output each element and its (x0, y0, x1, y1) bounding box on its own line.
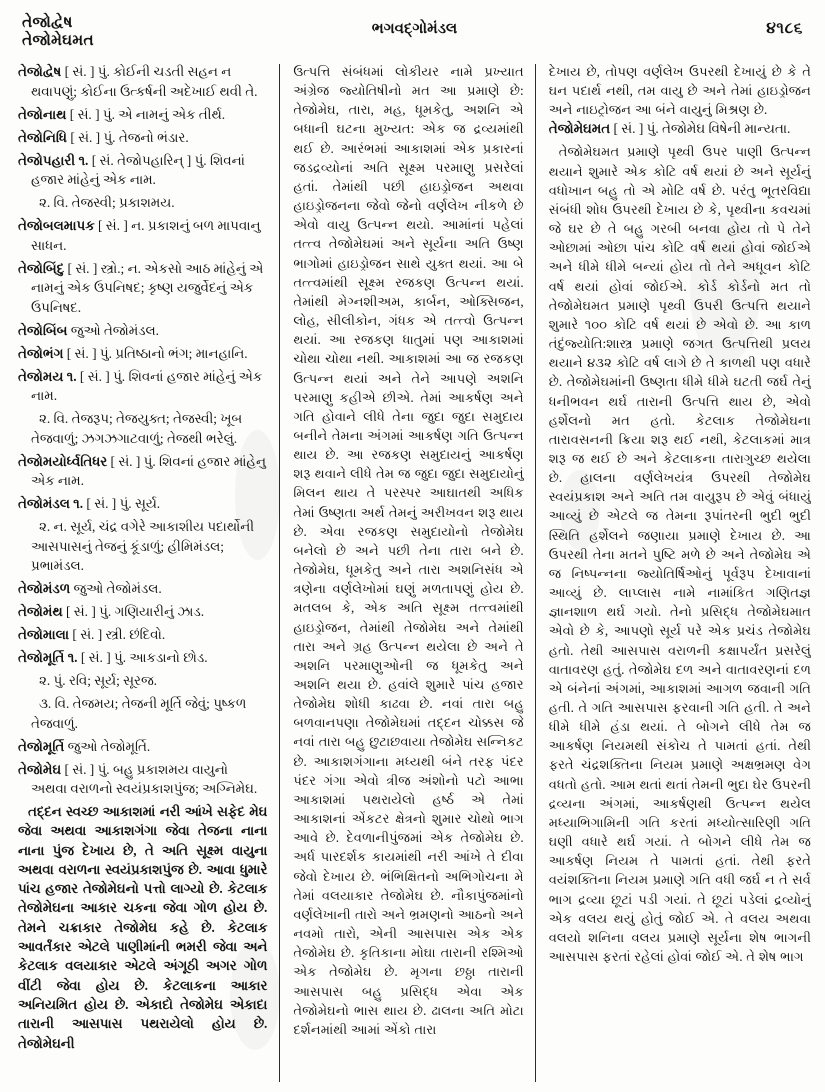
entry-body: [ સં. ] પું. બહુ પ્રકાશમય વાયુનો અથવા વરાળનો સ્વયંપ્રકાશપુંજ; અગ્નિમેઘ. (31, 761, 258, 796)
entry-headword: તેજોમૂર્તિ (18, 738, 65, 754)
dictionary-entry (18, 151, 267, 190)
dictionary-entry (18, 625, 267, 645)
dictionary-entry (18, 128, 267, 148)
book-title: ભગવદ્‌ગોમંડલ (371, 21, 458, 37)
body-paragraph: ઉત્પત્તિ સંબંધમાં લોકીયર નામે પ્રખ્યાત અંગ્રેજ જ્યોતિષીનો મત આ પ્રમાણે છે: તેજોમેઘ, તારા, મહ, ધૂમકેતુ, અશનિ એ બધાની ઘટના મુખ્યત: એક જ દ્રવ્યમાંથી થઈ છે. આરંભમાં આકાશમાં એક પ્રકારનાં જડદ્રવ્યોનાં અતિ સૂક્ષ્મ પરમાણુ પ્રસરેલાં હતાં. તેમાંથી પછી હાઇડ્રોજન અથવા હાઇડ્રોજનના જેવો જેનો વર્ણલેખ નીકળે છે એવો વાયુ ઉત્પન્ન થયો. આમાંનાં પહેલાં તત્ત્વ તેજોમેઘમાં અને સૂર્યના અતિ ઉષ્ણ ભાગોમાં હાઇડ્રોજન સાથે યુક્ત થયાં. આ બે તત્ત્વમાંથી સૂક્ષ્મ રજકણ ઉત્પન્ન થયાં. તેમાંથી મેગ્નશીઅમ, કાર્બન, ઓક્સિજન, લોહ, સીલીકોન, ગંધક એ તત્ત્વો ઉત્પન્ન થયાં. આ રજકણ ધાતુમાં પણ આકાશમાં ચોથા ચોથા નથી. આકાશમાં આ જ રજકણ ઉત્પન્ન થયાં અને તેને આપણે અશનિ પરમાણુ કહીએ છીએ. તેમાં આકર્ષણ અને ગતિ હોવાને લીધે તેના જુદા જુદા સમુદાય બનીને તેમના અંગમાં આકર્ષણ ગતિ ઉત્પન્ન થાય છે. આ રજકણ સમુદાયનું આકર્ષણ શરૂ થવાને લીધે તેમ જ જુદા જુદા સમુદાયોનું મિલન થાય તે પરસ્પર આઘાતથી અધિક તેમાં ઉષ્ણતા અર્થ તેમનું અરીખવન શરૂ થાય છે. એવા રજકણ સમુદાયોનો તેજોમેઘ બનેલો છે અને પછી તેના તારા બને છે. તેજોમેઘ, ધૂમકેતુ અને તારા અશનિસંધ એ ત્રણેના વર્ણલેખોમાં ઘણું મળતાપણું હોય છે. મતલબ કે, એક અતિ સૂક્ષ્મ તત્ત્વમાંથી હાઇડ્રોજન, તેમાંથી તેજોમેઘ અને તેમાંથી તારા અને ગ્રહ ઉત્પન્ન થયેલા છે અને તે અશનિ પરમાણુઓની જ ધૂમકેતુ અને અશનિ થયા છે. હવાંલે શુમારે પાંચ હજાર તેજોમેઘ શોધી કાઢવા છે. નવાં તારા બહુ બળવાનપણા તેજોમેઘમાં તદ્દન ચોક્કસ જે નવાં તારા બહુ છુટાછવાયા તેજોમેઘ સન્નિકટ છે. આકાશગંગાના મધ્યથી બંને તરફ પંદર પંદર ગંગા એવો ત્રીજ અંશોનો પટો આભા આકાશમાં પથરાયેલો હર્ષ્ઠ એ તેમાં આકાશનાં એંકટર ક્ષેત્રનો શુમાર ચોથો ભાગ આવે છે. દેવળાનીપુંજમાં એક તેજોમેઘ છે. અર્ધ પારદર્શક કાયમાંથી નરી આંખે તે દીવા જેવો દેખાય છે. ભંભિક્ષિતનો અભિગોચના મે તેમાં વલયાકાર તેજોમેઘ છે. નૌકાપુંજમાંનો વર્ણલેખાની તારો અને ભ્રમણનો આઠનો અને નવમો તારો, એની આસપાસ એક એક તેજોમેઘ છે. કૃતિકાના મોઘા તારાની રશ્મિઓ એક તેજોમેઘ છે. મૃગના છઠ્ઠા તારાની આસપાસ બહુ પ્રસિદ્ધ એવા એક તેજોમેઘનો ભાસ થાય છે. ઢાલના અતિ મોટા દર્શનમાંથી આમાં એંકો તારા (293, 64, 524, 1037)
entry-headword: તેજોપહારી ૧. (18, 152, 89, 168)
dictionary-entry (18, 105, 267, 125)
dictionary-entry (18, 579, 267, 599)
entry-sense: ૨. ન. સૂર્ય, ચંદ્ર વગેરે આકાશીય પદાર્થોની આસપાસનું તેજનું કૂંડાળું; હીમિમંડલ; પ્રભામંડલ. (31, 519, 255, 573)
entry-body: [ સં. ] સ્ત્રો.; ન. એકસો આઠ માંહેનું એ નામનું એક ઉપનિષદ; કૃષ્ણ યજુર્વેદનું એક ઉપનિષદ. (31, 260, 264, 315)
dictionary-entry (18, 259, 267, 318)
entry-headword: તેજોમેઘમત (548, 121, 611, 137)
entry-headword: તેજોમંથ (18, 604, 63, 619)
entry-body: [ સં. ] પું. એ નામનું એક તીર્થ. (66, 106, 226, 122)
entry-body: જુઓ તેજોમૂર્તિ. (64, 738, 151, 754)
entry-headword: તેજોભંગ (18, 345, 64, 361)
entry-body: જુઓ તેજોમંડલ. (70, 581, 162, 596)
running-head-left (22, 14, 94, 51)
entry-sense: ૨. વિ. તેજસ્વી; પ્રકાશમય. (39, 195, 175, 210)
entry-headword: તેજોમય ૧. (18, 368, 77, 384)
dictionary-entry (18, 321, 267, 341)
entry-headword: તેજોનિધિ (18, 129, 67, 145)
entry-body: [ સં. ] ન. પ્રકાશનું બળ માપવાનુ સાધન. (31, 218, 261, 253)
entry-headword: તેજોમાલા (18, 627, 70, 642)
entry-body: જુઓ તેજોમંડલ. (67, 322, 160, 338)
body-paragraph: તેજોમેઘમત પ્રમાણે પૃથ્વી ઉપર પાણી ઉત્પન્ન થયાને શુમારે એક કોટિ વર્ષ થયાં છે અને સૂર્યનું વધોખાન બહુ તો એ મોટિ વર્ષ છે. પરંતુ ભૂતરવિદ્યા સંબંધી શોધ ઉપરથી દેખાય છે કે, પૃથ્વીના કવચમાં જે ઘર છે તે બહુ ગરબી બનવા હોય તો પે તેને ઓછામાં ઓછા પાંચ કોટિ વર્ષ થયાં હોવાં જોઈએ અને ધીમે ધીમે બન્યાં હોય તો તેને અધૂવન કોટિ વર્ષ થયાં હોવાં જોઈએ. કોર્ડ કોર્ડનો મત તો તેજોમેઘમત પ્રમાણે પૃથ્વી ઉપરી ઉત્પત્તિ થયાને શુમારે ૧૦૦ કોટિ વર્ષ થયાં છે એવો છે. આ કાળ તંદુંજ્યોતિ:શાસ્ત્ર પ્રમાણે જગત ઉત્પત્તિથી પ્રલય થયાને ૪૩૨ કોટિ વર્ષ લાગે છે તે કાળથી પણ વધારે છે. તેજોમેઘમાંની ઉષ્ણતા ધીમે ધીમે ઘટતી જર્ઘ તેનું ધનીભવન થર્ઘ તારાની ઉત્પત્તિ થાય છે, એવો હર્શેલનો મત હતો. કેટલાક તેજોમેઘના તારાવસનની ક્રિયા શરૂ થઈ નથી, કેટલાકમાં માત્ર શરૂ જ થઈ છે અને કેટલાકના તારાગુચ્છ થયેલા છે. હાલના વર્ણલેખયંત્ર ઉપરથી તેજોમેઘ સ્વયંપ્રકાશ અને અતિ તમ વાયુરૂપ છે એવું બંધાયું આવ્યું છે એટલે જ તેમના રૂપાંતરની ભુદી ભુદી સ્થિતિ હર્શેલને જણાયા પ્રમાણે દેખાય છે. આ ઉપરથી તેના મતને પુષ્ટિ મળે છે અને તેજોમેઘ એ જ નિષ્પન્નના જ્યોતિર્ષિઓનું પૂર્વરૂપ દેખાવાનાં આવ્યું છે. લાપ્લાસ નામે નામાંકિત ગણિતજ્ઞ જ્ઞાનશાળ થર્ઘ ગયો. તેનો પ્રસિદ્ધ તેજોમેઘમાત એવો છે કે, આપણો સૂર્ય પરે એક પ્રચંડ તેજોમેઘ હતો. તેથી આસપાસ વરાળની કક્ષાપર્યંત પ્રસરેલું વાતાવરણ હતું. તેજોમેઘ દળ અને વાતાવરણનાં દળ એ બંનેનાં અંગમાં, આકાશમાં આગળ જવાની ગતિ હતી. તે ગતિ આસપાસ ફરવાની ગતિ હતી. તે અને ધીમે ધીમે હંડા થયાં. તે બોગને લીધે તેમ જ આકર્ષણ નિયમથી સંકોચ તે પામતાં હતાં. તેથી ફરતે ચંદ્રશક્તિના નિયમ પ્રમાણે અક્ષભ્રમણ વેગ વધતો હતો. આમ થતાં થતાં તેમની ભુદા ઘેર ઉપરની દ્રવ્યના અંગમાં, આકર્ષણથી ઉત્પન્ન થયેલ મધ્યાભિગામિની ગતિ કરતાં મધ્યોત્સારિણી ગતિ ઘણી વધારે થર્ઘ ગયાં. તે બોગને લીધે તેમ જ આકર્ષણ નિયમ તે પામતાં હતાં. તેથી ફરતે વયંશક્તિના નિયમ પ્રમાણે ગતિ વધી જર્ઘ ન તે સર્વ ભાગ દ્રવ્યા છૂટાં પડી ગયાં. તે છૂટાં પડેલાં દ્રવ્યોનું એક વલય થયું હોતું જોઈ એ. તે વલય અથવા વલયો શનિના વલય પ્રમાણે સૂર્યના શેષ ભાગની આસપાસ ફરતાં રહેલાં હોવાં જોઈ એ. તે શેષ ભાગ (548, 144, 811, 965)
dictionary-entry (18, 602, 267, 622)
entry-body: [ સં. ] પું. શિવનાં હજાર માંહેનુ એક નામ. (31, 453, 266, 488)
entry-body: [ સં. ] પું. તેજનો ભંડાર. (66, 129, 189, 145)
column-1 (18, 62, 279, 1086)
dictionary-entry (549, 119, 811, 139)
entry-body: [ સં. ] સ્ત્રી. છંદિવો. (69, 627, 166, 642)
dictionary-entry (18, 216, 267, 255)
entry-body: [ સં. ] પું. ગણિયારીનું ઝાડ. (62, 604, 205, 619)
entry-headword: તેજોદ્વેષ (18, 64, 62, 79)
entry-body: [ સં. તેજોપહારિન્ ] પું. શિવનાં હજાર માંહેનું એક નામ. (31, 152, 245, 187)
entry-sense: ૩. વિ. તેજમય; તેજની મૂર્તિ જેવું; પુષ્કળ તેજવાળું. (31, 696, 247, 731)
entry-body: [ સં. ] પું. આકડાનો છોડ. (77, 650, 208, 665)
entry-headword: તેજોમૂર્તિ ૧. (18, 650, 78, 665)
entry-headword: તેજોનાથ (18, 106, 67, 122)
entry-body: [ સં. ] પું. કોઈની ચડતી સહન ન થવાપણું; કોઈના ઉત્કર્ષની અદેખાઈ થવી તે. (31, 64, 258, 99)
column-2 (280, 62, 534, 1086)
entry-headword: તેજોમંડળ (18, 581, 71, 596)
running-head (22, 14, 807, 58)
dictionary-entry (18, 737, 267, 757)
entry-headword: તેજોમેઘ (18, 761, 62, 777)
dictionary-entry (18, 494, 267, 514)
running-head-left-top: તેજોદ્વેષ (22, 14, 73, 31)
entry-sense: ૨. વિ. તેજરૂપ; તેજયુક્ત; તેજસ્વી; ખૂબ તેજવાળું; ઝગઝગાટવાળું; તેજથી ભરેલું. (31, 411, 243, 446)
page-number: ૪૧૮૬ (766, 20, 803, 37)
running-head-left-bottom: તેજોમેઘમત (22, 32, 94, 50)
body-paragraph: તદ્દન સ્વચ્છ આકાશમાં નરી આંખે સફેદ મેઘ જેવા અથવા આકાશગંગા જેવા તેજના નાના નાના પુંજ દેખાય છે, તે અતિ સૂક્ષ્મ વાયુના અથવા વરાળના સ્વયંપ્રકાશપુંજ છે. આવા ધુમારે પાંચ હજાર તેજોમેઘનો પત્તો લાગ્યો છે. કેટલાક તેજોમેઘના આકાર ચકના જેવા ગોળ હોય છે. તેમને ચક્રાકાર તેજોમેઘ કહે છે. કેટલાક આવર્તંકાર એટલે પાણીમાંની ભમરી જેવા અને કેટલાક વલયાકાર એટલે અંગૂઠી અગર ગોળ વીંટી જેવા હોય છે. કેટલાકના આકાર અનિયમિત હોય છે. એકાદો તેજોમેઘ એકાદા તારાની આસપાસ પથરાયેલો હોય છે. તેજોમેઘની (18, 804, 268, 1051)
entry-body: [ સં. ] પું. પ્રતિષ્ઠાનો ભંગ; માનહાનિ. (63, 345, 248, 361)
dictionary-entry (18, 760, 267, 799)
column-container (18, 62, 811, 1086)
dictionary-entry (18, 452, 267, 491)
dictionary-entry (18, 648, 267, 668)
body-paragraph: દેખાય છે, તોપણ વર્ણલેખ ઉપરથી દેખાયું છે કે તે ઘન પદાર્થ નથી, તમ વાયુ છે અને તેમાં હાઇડ્રોજન અને નાઇટ્રોજન આ બંને વાયુનું મિશ્રણ છે. (548, 64, 811, 118)
entry-headword: તેજોબિંદુ (18, 260, 65, 276)
dictionary-entry (18, 367, 267, 406)
entry-body: [ સં. ] પું. શિવનાં હજાર માંહેનું એક નામ. (31, 368, 263, 403)
dictionary-entry (18, 62, 267, 101)
entry-headword: તેજોમયોર્ધ્વતિધર (18, 453, 108, 469)
entry-headword: તેજોબિંબ (18, 322, 68, 338)
entry-headword: તેજોમંડલ ૧. (18, 496, 84, 511)
column-3 (536, 62, 811, 1086)
entry-sense: ૨. પું. રવિ; સૂર્ય; સૂરજ. (39, 673, 157, 688)
entry-body: [ સં. ] પું. તેજોમેઘ વિષેની માન્યતા. (610, 121, 791, 137)
entry-body: [ સં. ] પું. સૂર્ય. (83, 496, 161, 511)
entry-headword: તેજોબલમાપક (18, 218, 95, 233)
dictionary-entry (18, 344, 267, 364)
